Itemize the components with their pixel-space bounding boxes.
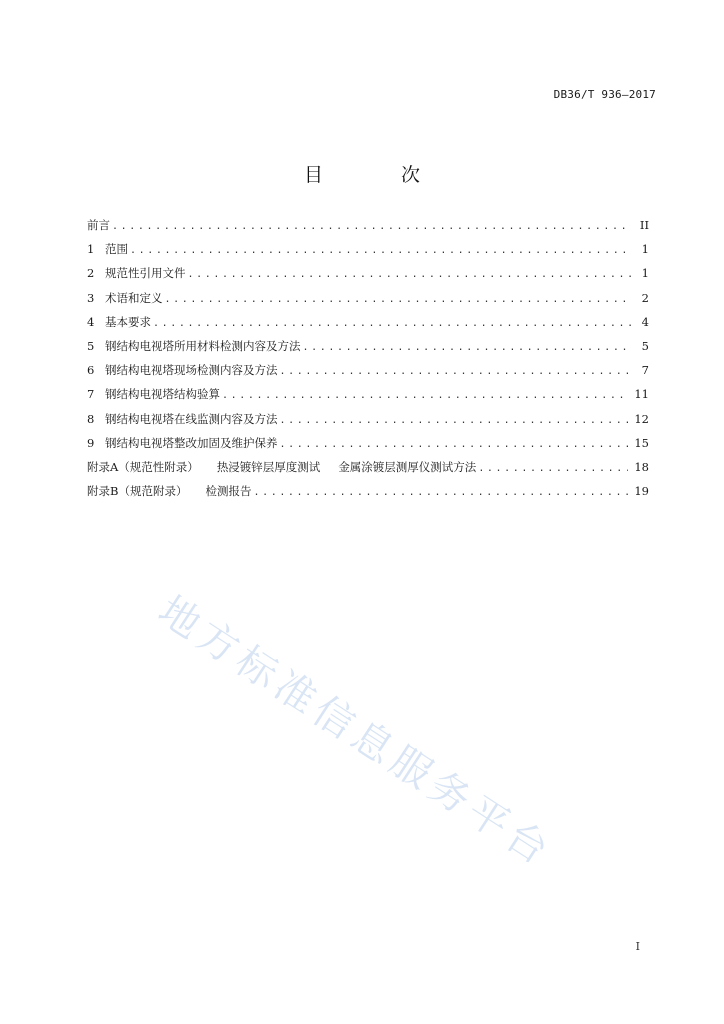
toc-leader-dots [280,364,632,380]
toc-leader-dots [253,485,628,501]
toc-entry-page: 1 [641,242,649,257]
toc-entry-number: 1 [87,242,95,257]
toc-entry-number: 2 [87,266,95,281]
toc-entry-page: 18 [634,459,649,474]
toc-entry-page: II [639,218,649,232]
toc-entry-page: 15 [634,435,649,450]
toc-entry-page: 11 [634,387,649,402]
toc-leader-dots [130,243,631,259]
appendix-a-title-part2: 金属涂镀层测厚仪测试方法 [338,459,477,474]
watermark-text: 地方标准信息服务平台 [150,587,561,877]
toc-leader-dots [478,461,628,477]
toc-entry[interactable] [87,217,649,241]
toc-entry-number: 6 [87,363,95,378]
toc-entry-number: 3 [87,290,95,305]
toc-leader-dots [165,292,632,308]
toc-leader-dots [188,267,632,283]
toc-leader-dots [280,413,629,429]
toc-entry-appendix-a[interactable] [87,459,649,483]
toc-entry-number: 4 [87,314,95,329]
toc-entry-label [87,483,251,499]
toc-leader-dots [303,340,632,356]
toc-list [87,217,649,507]
toc-entry-page: 12 [634,411,649,426]
toc-entry-number: 9 [87,435,95,450]
toc-leader-dots [153,316,631,332]
page-number: I [635,940,640,953]
toc-entry-label: 钢结构电视塔结构验算 [105,387,220,402]
toc-entry-number: 5 [87,338,95,353]
toc-entry-page: 19 [634,484,649,499]
toc-entry-label: 范围 [105,242,128,257]
toc-entry-number: 8 [87,411,95,426]
toc-entry-label [87,459,476,475]
toc-entry-number: 7 [87,387,95,402]
toc-entry[interactable] [87,386,649,410]
appendix-a-designation: 附录A（规范性附录） [87,459,199,474]
toc-entry-label: 前言 [87,218,110,232]
toc-entry-page: 4 [641,314,649,329]
toc-entry-appendix-b[interactable] [87,483,649,507]
toc-entry[interactable] [87,265,649,289]
toc-entry-label: 钢结构电视塔所用材料检测内容及方法 [105,338,301,353]
toc-leader-dots [280,437,629,453]
toc-entry-label: 基本要求 [105,314,151,329]
toc-entry-label: 钢结构电视塔整改加固及维护保养 [105,435,278,450]
toc-entry-page: 2 [641,290,649,305]
toc-entry-label: 钢结构电视塔现场检测内容及方法 [105,363,278,378]
toc-entry[interactable] [87,290,649,314]
appendix-b-title: 检测报告 [205,484,252,499]
toc-entry[interactable] [87,338,649,362]
toc-entry[interactable] [87,241,649,265]
toc-entry-label: 规范性引用文件 [105,266,186,281]
toc-entry-page: 7 [641,363,649,378]
toc-entry[interactable] [87,411,649,435]
toc-entry-page: 1 [641,266,649,281]
toc-title: 目 次 [303,164,457,186]
appendix-b-designation: 附录B（规范附录） [87,484,188,499]
toc-entry[interactable] [87,435,649,459]
toc-entry[interactable] [87,314,649,338]
toc-entry-label: 术语和定义 [105,290,163,305]
document-code: DB36/T 936—2017 [553,88,656,101]
toc-entry-page: 5 [641,338,649,353]
toc-entry[interactable] [87,362,649,386]
toc-leader-dots [222,388,628,404]
toc-leader-dots [112,219,631,235]
appendix-a-title-part1: 热浸镀锌层厚度测试 [216,459,321,474]
toc-entry-label: 钢结构电视塔在线监测内容及方法 [105,411,278,426]
